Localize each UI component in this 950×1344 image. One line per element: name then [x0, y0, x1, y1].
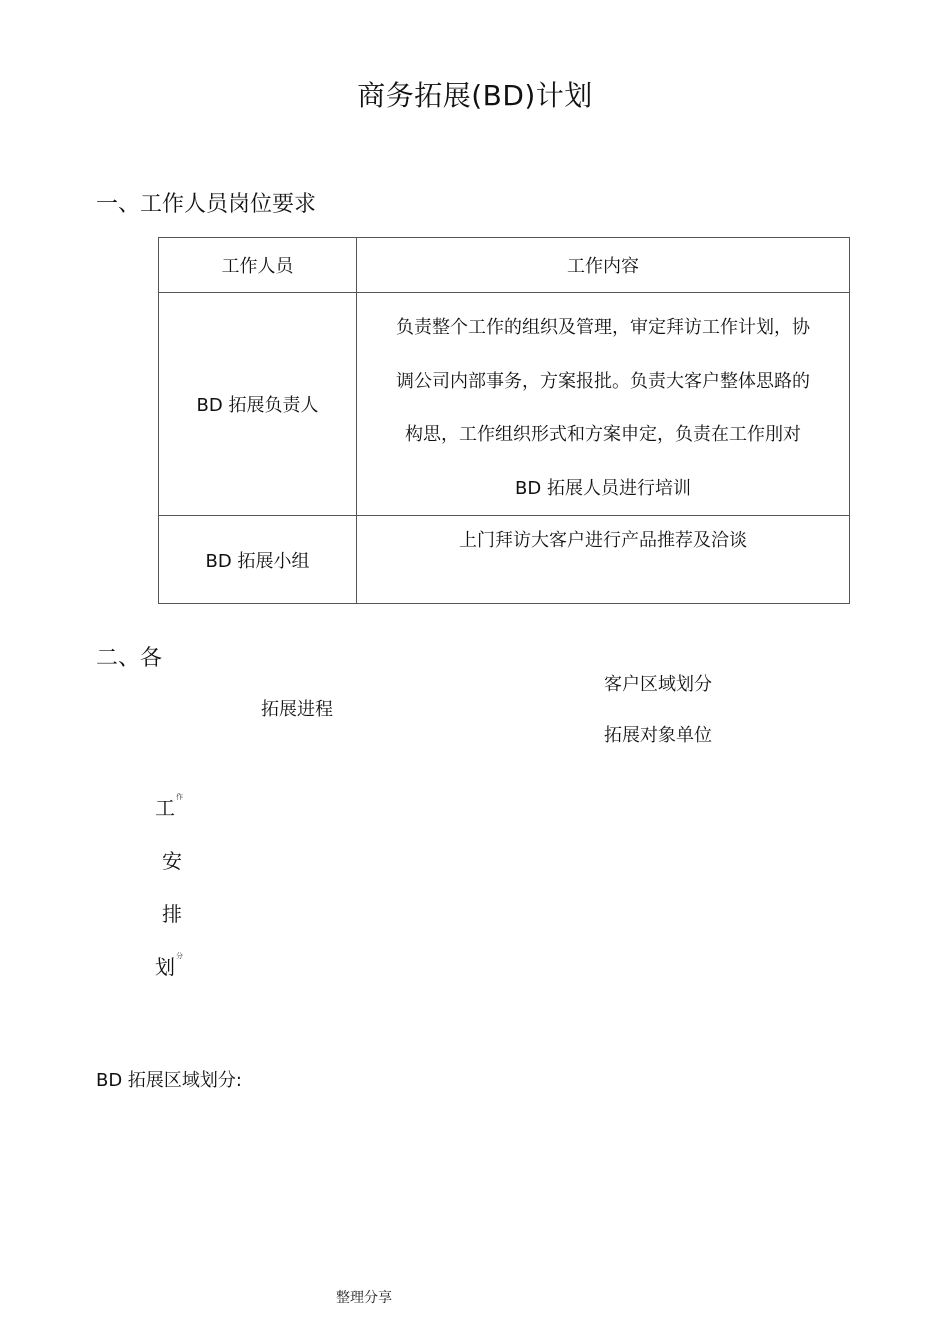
document-title: 商务拓展(BD)计划: [357, 79, 593, 112]
duty-bd-lead: [357, 293, 850, 516]
vertical-char: 划$^分$: [155, 952, 183, 979]
section-1-heading: 一、工作人员岗位要求: [96, 192, 317, 217]
table-row: [159, 293, 850, 516]
small-mark: 分: [176, 952, 183, 960]
duty-line: 负责整个工作的组织及管理，审定拜访工作计划，协: [396, 317, 810, 338]
duty-line: BD 拓展人员进行培训: [515, 477, 691, 499]
vertical-char: 安: [162, 849, 182, 873]
bd-region-label: BD 拓展区域划分:: [96, 1070, 242, 1091]
duty-line: 调公司内部事务，方案报批。负责大客户整体思路的: [396, 370, 810, 392]
small-mark: 作: [176, 793, 183, 801]
role-bd-team: BD 拓展小组: [159, 516, 357, 604]
progress-label: 拓展进程: [261, 699, 333, 720]
customer-region-label: 客户区域划分: [604, 674, 712, 695]
vertical-char: 排: [162, 902, 182, 926]
header-staff: 工作人员: [159, 238, 357, 293]
footer-text: 整理分享: [336, 1290, 392, 1306]
role-bd-lead: BD 拓展负责人: [159, 293, 357, 516]
vertical-char: 工$^作$: [155, 793, 183, 820]
target-unit-label: 拓展对象单位: [604, 725, 712, 746]
section-2-heading: 二、各: [96, 646, 163, 671]
header-content: 工作内容: [357, 238, 850, 293]
duty-line: 构思，工作组织形式和方案申定，负责在工作刖对: [405, 424, 801, 445]
table-row: [159, 516, 850, 604]
table-header-row: [159, 238, 850, 293]
staff-requirements-table: [158, 237, 850, 604]
duty-bd-team: 上门拜访大客户进行产品推荐及洽谈: [357, 516, 850, 604]
